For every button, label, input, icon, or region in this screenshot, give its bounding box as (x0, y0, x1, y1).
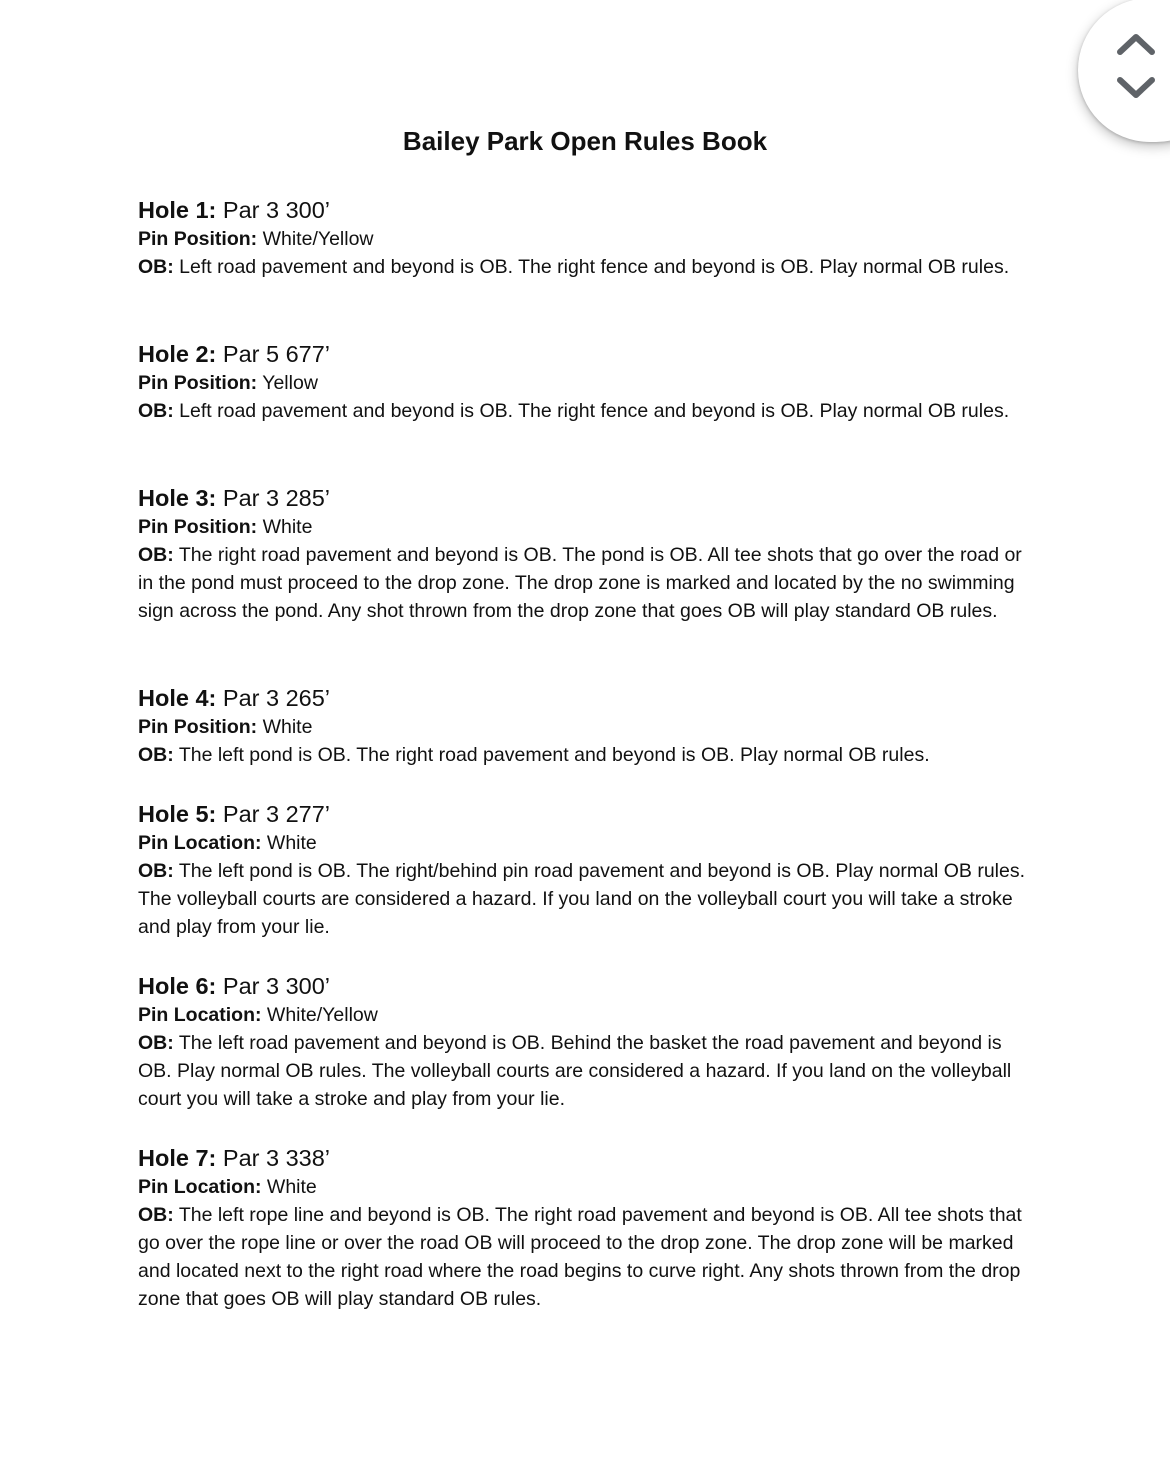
pin-line (138, 225, 1038, 253)
hole-par: Par 3 277’ (222, 801, 331, 827)
hole-section (138, 483, 1038, 625)
pin-line (138, 1001, 1038, 1029)
hole-label: Hole 2: (138, 341, 217, 367)
hole-label: Hole 5: (138, 801, 217, 827)
pin-label: Pin Position: (138, 372, 258, 394)
hole-heading (138, 1143, 1038, 1173)
ob-label: OB: (138, 1032, 174, 1054)
pin-label: Pin Location: (138, 1176, 262, 1198)
page-navigation-control (1078, 0, 1170, 142)
ob-text: The left pond is OB. The right road pavement and beyond is OB. Play normal OB rules. (178, 744, 930, 766)
pin-value: White (266, 832, 317, 854)
pin-value: White/Yellow (266, 1004, 378, 1026)
document-title: Bailey Park Open Rules Book (402, 126, 768, 156)
hole-heading (138, 971, 1038, 1001)
ob-line (138, 1201, 1038, 1313)
ob-label: OB: (138, 744, 174, 766)
ob-text: Left road pavement and beyond is OB. The right fence and beyond is OB. Play normal OB rules. (179, 400, 1010, 422)
pin-value: Yellow (262, 372, 318, 394)
ob-label: OB: (138, 860, 174, 882)
hole-label: Hole 1: (138, 197, 217, 223)
hole-section (138, 339, 1038, 425)
previous-page-button[interactable] (1116, 28, 1156, 58)
next-page-button[interactable] (1116, 74, 1156, 104)
pin-label: Pin Position: (138, 228, 258, 250)
hole-par: Par 5 677’ (222, 341, 331, 367)
pin-value: White (262, 716, 313, 738)
hole-label: Hole 6: (138, 973, 217, 999)
pin-line (138, 1173, 1038, 1201)
ob-text: Left road pavement and beyond is OB. The right fence and beyond is OB. Play normal OB rules. (179, 256, 1010, 278)
hole-section (138, 1143, 1038, 1313)
ob-label: OB: (138, 256, 174, 278)
ob-line (138, 397, 1038, 425)
hole-par: Par 3 300’ (222, 973, 331, 999)
pin-label: Pin Position: (138, 516, 258, 538)
pin-label: Pin Location: (138, 1004, 262, 1026)
ob-line (138, 541, 1038, 625)
ob-line (138, 857, 1038, 941)
pin-line (138, 713, 1038, 741)
pin-label: Pin Location: (138, 832, 262, 854)
pin-value: White (262, 516, 313, 538)
chevron-down-icon (1116, 74, 1156, 104)
hole-section (138, 971, 1038, 1113)
hole-heading (138, 195, 1038, 225)
hole-section (138, 799, 1038, 941)
hole-heading (138, 339, 1038, 369)
hole-section (138, 195, 1038, 281)
ob-label: OB: (138, 400, 174, 422)
hole-par: Par 3 285’ (222, 485, 331, 511)
hole-heading (138, 683, 1038, 713)
pin-line (138, 513, 1038, 541)
ob-text: The right road pavement and beyond is OB. The pond is OB. All tee shots that go over the road or in the pond must proceed to the drop zone. The drop zone is marked and located by the no swimming sign across the pond. Any shot thrown from the drop zone that goes OB will play standard OB rules. (138, 544, 1022, 622)
hole-label: Hole 4: (138, 685, 217, 711)
ob-label: OB: (138, 544, 174, 566)
hole-heading (138, 483, 1038, 513)
hole-par: Par 3 300’ (222, 197, 331, 223)
hole-par: Par 3 265’ (222, 685, 331, 711)
pin-value: White (266, 1176, 317, 1198)
hole-label: Hole 7: (138, 1145, 217, 1171)
chevron-up-icon (1116, 28, 1156, 58)
ob-text: The left pond is OB. The right/behind pin road pavement and beyond is OB. Play normal OB rules. The volleyball courts are considered a hazard. If you land on the volleyball court you will take a stroke and play from your lie. (138, 860, 1026, 938)
hole-par: Par 3 338’ (222, 1145, 331, 1171)
ob-line (138, 253, 1038, 281)
ob-line (138, 741, 1038, 769)
ob-text: The left road pavement and beyond is OB. Behind the basket the road pavement and beyond is OB. Play normal OB rules. The volleyball courts are considered a hazard. If you land on the volleyball court you will take a stroke and play from your lie. (138, 1032, 1012, 1110)
ob-label: OB: (138, 1204, 174, 1226)
hole-heading (138, 799, 1038, 829)
ob-text: The left rope line and beyond is OB. The right road pavement and beyond is OB. All tee shots that go over the rope line or over the road OB will proceed to the drop zone. The drop zone will be marked and located next to the right road where the road begins to curve right. Any shots thrown from the drop zone that goes OB will play standard OB rules. (138, 1204, 1022, 1310)
pin-value: White/Yellow (262, 228, 374, 250)
pin-line (138, 829, 1038, 857)
hole-section (138, 683, 1038, 769)
pin-line (138, 369, 1038, 397)
ob-line (138, 1029, 1038, 1113)
pin-label: Pin Position: (138, 716, 258, 738)
hole-label: Hole 3: (138, 485, 217, 511)
